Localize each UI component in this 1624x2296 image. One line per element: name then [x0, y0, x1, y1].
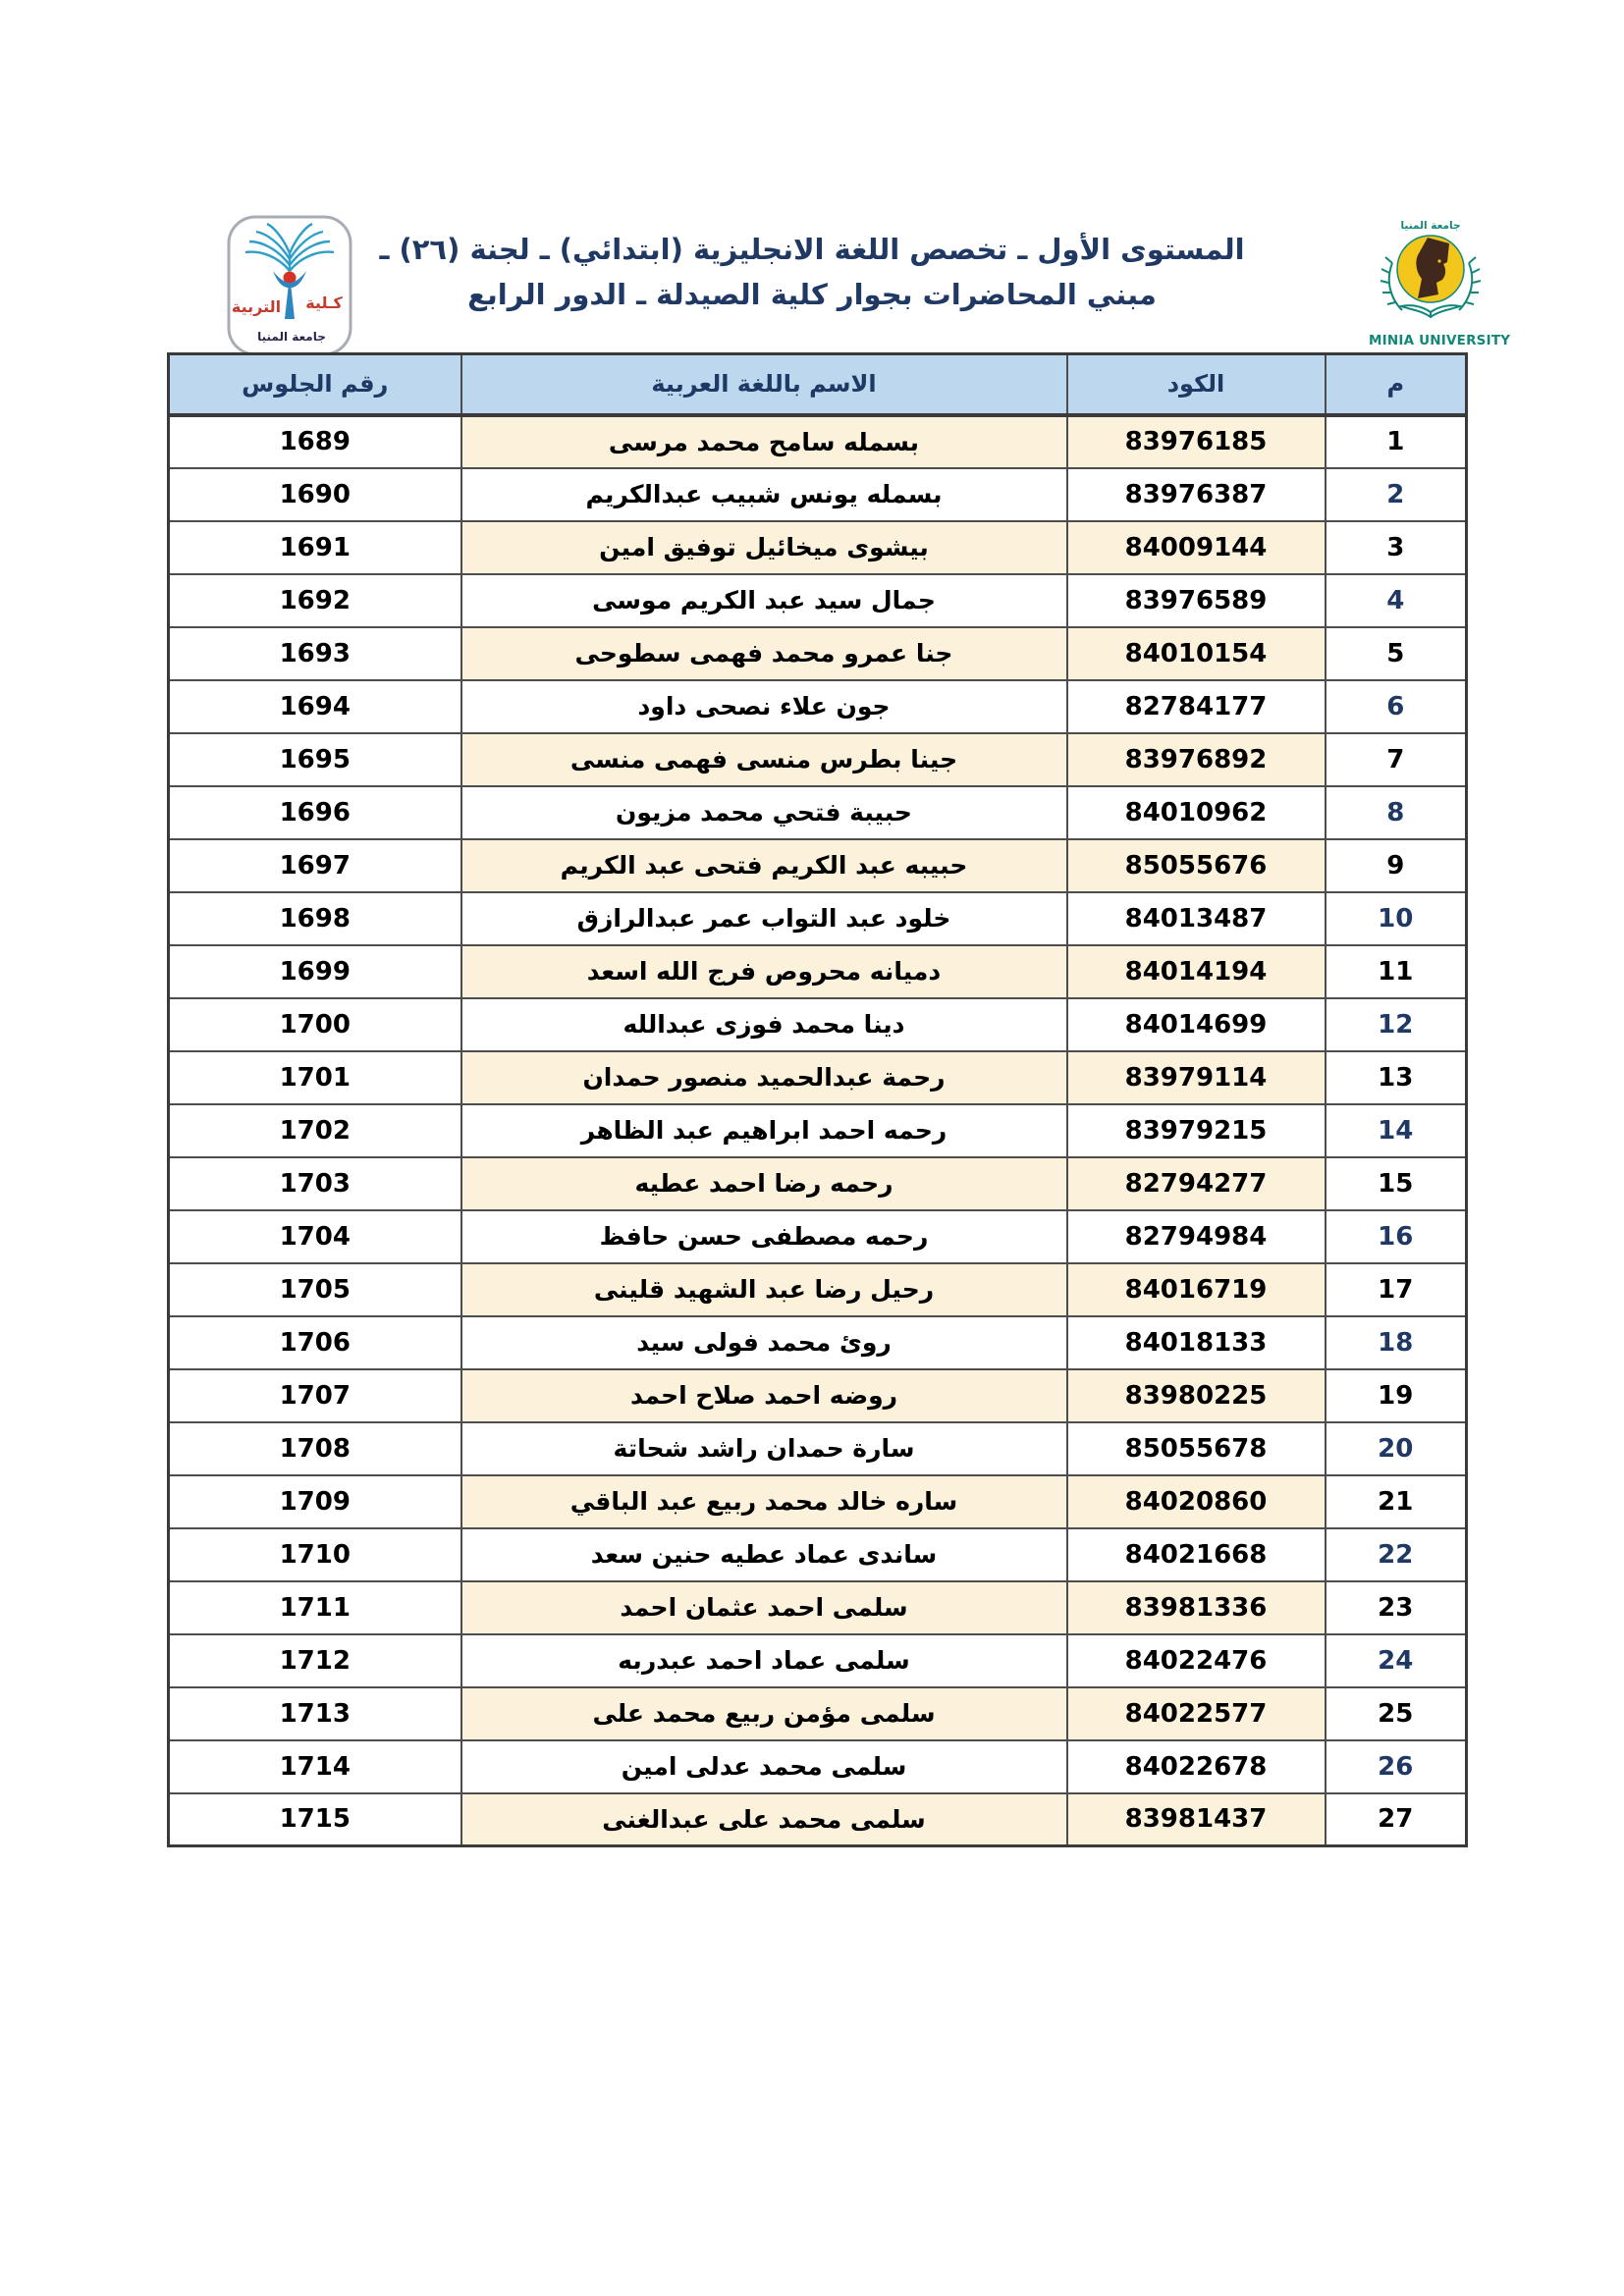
column-header-num: م — [1326, 354, 1467, 415]
cell-code: 85055678 — [1067, 1422, 1326, 1475]
cell-seat: 1711 — [169, 1581, 461, 1634]
cell-num: 14 — [1326, 1104, 1467, 1157]
student-row — [169, 1263, 1467, 1316]
minia-university-logo — [1369, 218, 1511, 348]
student-row — [169, 1740, 1467, 1793]
column-header-code: الكود — [1067, 354, 1326, 415]
cell-code: 84014194 — [1067, 945, 1326, 998]
cell-name: جنا عمرو محمد فهمى سطوحى — [461, 627, 1067, 680]
student-row — [169, 1369, 1467, 1422]
cell-name: سلمى عماد احمد عبدربه — [461, 1634, 1067, 1687]
cell-name: خلود عبد التواب عمر عبدالرازق — [461, 892, 1067, 945]
cell-num: 1 — [1326, 415, 1467, 468]
table-header-row — [169, 354, 1467, 415]
cell-num: 17 — [1326, 1263, 1467, 1316]
cell-name: رحمه مصطفى حسن حافظ — [461, 1210, 1067, 1263]
student-row — [169, 415, 1467, 468]
cell-name: رحيل رضا عبد الشهيد قلينى — [461, 1263, 1067, 1316]
cell-seat: 1690 — [169, 468, 461, 521]
student-row — [169, 1581, 1467, 1634]
faculty-university-text: جامعة المنيا — [257, 330, 326, 344]
cell-code: 82794984 — [1067, 1210, 1326, 1263]
cell-name: بسمله يونس شبيب عبدالكريم — [461, 468, 1067, 521]
cell-code: 84022678 — [1067, 1740, 1326, 1793]
cell-name: روئ محمد فولى سيد — [461, 1316, 1067, 1369]
student-row — [169, 521, 1467, 574]
cell-num: 18 — [1326, 1316, 1467, 1369]
student-table-body — [169, 415, 1467, 1846]
cell-seat: 1712 — [169, 1634, 461, 1687]
cell-num: 9 — [1326, 839, 1467, 892]
book-base-icon — [1401, 305, 1460, 317]
cell-name: سلمى احمد عثمان احمد — [461, 1581, 1067, 1634]
cell-num: 2 — [1326, 468, 1467, 521]
cell-seat: 1709 — [169, 1475, 461, 1528]
cell-num: 12 — [1326, 998, 1467, 1051]
cell-code: 83979215 — [1067, 1104, 1326, 1157]
cell-name: سارة حمدان راشد شحاتة — [461, 1422, 1067, 1475]
cell-name: جينا بطرس منسى فهمى منسى — [461, 733, 1067, 786]
title-line-2: مبني المحاضرات بجوار كلية الصيدلة ـ الدور الرابع — [467, 278, 1157, 311]
cell-num: 16 — [1326, 1210, 1467, 1263]
cell-num: 24 — [1326, 1634, 1467, 1687]
cell-name: روضه احمد صلاح احمد — [461, 1369, 1067, 1422]
page-title — [334, 227, 1290, 317]
cell-seat: 1708 — [169, 1422, 461, 1475]
student-row — [169, 786, 1467, 839]
cell-code: 84010154 — [1067, 627, 1326, 680]
cell-name: بيشوى ميخائيل توفيق امين — [461, 521, 1067, 574]
minia-arabic-name: جامعة المنيا — [1400, 220, 1461, 232]
student-row — [169, 945, 1467, 998]
cell-num: 6 — [1326, 680, 1467, 733]
cell-name: ساندى عماد عطيه حنين سعد — [461, 1528, 1067, 1581]
cell-num: 4 — [1326, 574, 1467, 627]
cell-code: 83979114 — [1067, 1051, 1326, 1104]
cell-seat: 1696 — [169, 786, 461, 839]
cell-seat: 1702 — [169, 1104, 461, 1157]
cell-num: 13 — [1326, 1051, 1467, 1104]
cell-num: 3 — [1326, 521, 1467, 574]
cell-code: 82794277 — [1067, 1157, 1326, 1210]
cell-seat: 1695 — [169, 733, 461, 786]
student-row — [169, 1687, 1467, 1740]
cell-num: 5 — [1326, 627, 1467, 680]
student-row — [169, 998, 1467, 1051]
cell-seat: 1703 — [169, 1157, 461, 1210]
cell-code: 84014699 — [1067, 998, 1326, 1051]
cell-num: 20 — [1326, 1422, 1467, 1475]
cell-code: 85055676 — [1067, 839, 1326, 892]
cell-seat: 1697 — [169, 839, 461, 892]
cell-name: رحمه رضا احمد عطيه — [461, 1157, 1067, 1210]
cell-seat: 1704 — [169, 1210, 461, 1263]
cell-seat: 1691 — [169, 521, 461, 574]
cell-num: 27 — [1326, 1793, 1467, 1846]
cell-code: 84016719 — [1067, 1263, 1326, 1316]
cell-num: 22 — [1326, 1528, 1467, 1581]
cell-seat: 1699 — [169, 945, 461, 998]
cell-code: 84010962 — [1067, 786, 1326, 839]
student-row — [169, 1634, 1467, 1687]
student-row — [169, 1475, 1467, 1528]
cell-code: 83976387 — [1067, 468, 1326, 521]
cell-num: 11 — [1326, 945, 1467, 998]
cell-seat: 1710 — [169, 1528, 461, 1581]
cell-num: 15 — [1326, 1157, 1467, 1210]
cell-name: دميانه محروص فرج الله اسعد — [461, 945, 1067, 998]
student-row — [169, 1104, 1467, 1157]
cell-name: جمال سيد عبد الكريم موسى — [461, 574, 1067, 627]
cell-seat: 1715 — [169, 1793, 461, 1846]
cell-seat: 1707 — [169, 1369, 461, 1422]
student-row — [169, 680, 1467, 733]
cell-seat: 1705 — [169, 1263, 461, 1316]
student-row — [169, 1316, 1467, 1369]
cell-seat: 1700 — [169, 998, 461, 1051]
cell-seat: 1689 — [169, 415, 461, 468]
cell-num: 26 — [1326, 1740, 1467, 1793]
student-row — [169, 1210, 1467, 1263]
seating-roster-table — [167, 352, 1468, 1847]
cell-code: 83981336 — [1067, 1581, 1326, 1634]
cell-seat: 1701 — [169, 1051, 461, 1104]
minia-university-caption: MINIA UNIVERSITY — [1369, 333, 1511, 348]
cell-code: 83976185 — [1067, 415, 1326, 468]
cell-name: دينا محمد فوزى عبدالله — [461, 998, 1067, 1051]
cell-code: 84022577 — [1067, 1687, 1326, 1740]
student-row — [169, 574, 1467, 627]
cell-num: 23 — [1326, 1581, 1467, 1634]
cell-code: 84018133 — [1067, 1316, 1326, 1369]
cell-seat: 1714 — [169, 1740, 461, 1793]
student-row — [169, 1528, 1467, 1581]
student-row — [169, 1051, 1467, 1104]
cell-num: 19 — [1326, 1369, 1467, 1422]
student-row — [169, 892, 1467, 945]
cell-name: حبيبه عبد الكريم فتحى عبد الكريم — [461, 839, 1067, 892]
column-header-name: الاسم باللغة العربية — [461, 354, 1067, 415]
student-row — [169, 627, 1467, 680]
cell-name: حبيبة فتحي محمد مزيون — [461, 786, 1067, 839]
cell-code: 83981437 — [1067, 1793, 1326, 1846]
cell-name: سلمى مؤمن ربيع محمد على — [461, 1687, 1067, 1740]
cell-name: رحمه احمد ابراهيم عبد الظاهر — [461, 1104, 1067, 1157]
minia-logo-graphic — [1369, 218, 1492, 328]
student-row — [169, 733, 1467, 786]
cell-code: 84020860 — [1067, 1475, 1326, 1528]
student-row — [169, 1157, 1467, 1210]
cell-seat: 1692 — [169, 574, 461, 627]
cell-num: 25 — [1326, 1687, 1467, 1740]
cell-code: 83980225 — [1067, 1369, 1326, 1422]
cell-code: 84022476 — [1067, 1634, 1326, 1687]
cell-code: 84013487 — [1067, 892, 1326, 945]
cell-seat: 1694 — [169, 680, 461, 733]
student-row — [169, 1793, 1467, 1846]
cell-name: جون علاء نصحى داود — [461, 680, 1067, 733]
faculty-word-right: كـلية — [305, 294, 343, 312]
faculty-word-left: التربية — [231, 297, 282, 316]
cell-name: سلمى محمد على عبدالغنى — [461, 1793, 1067, 1846]
cell-num: 7 — [1326, 733, 1467, 786]
cell-code: 83976892 — [1067, 733, 1326, 786]
cell-seat: 1713 — [169, 1687, 461, 1740]
cell-num: 21 — [1326, 1475, 1467, 1528]
cell-seat: 1706 — [169, 1316, 461, 1369]
cell-code: 84009144 — [1067, 521, 1326, 574]
cell-seat: 1693 — [169, 627, 461, 680]
cell-code: 82784177 — [1067, 680, 1326, 733]
cell-num: 10 — [1326, 892, 1467, 945]
student-row — [169, 1422, 1467, 1475]
student-row — [169, 468, 1467, 521]
cell-name: بسمله سامح محمد مرسى — [461, 415, 1067, 468]
title-line-1: المستوى الأول ـ تخصص اللغة الانجليزية (ابتدائي) ـ لجنة (٢٦) ـ — [379, 233, 1245, 266]
cell-num: 8 — [1326, 786, 1467, 839]
cell-code: 83976589 — [1067, 574, 1326, 627]
column-header-seat: رقم الجلوس — [169, 354, 461, 415]
cell-seat: 1698 — [169, 892, 461, 945]
student-row — [169, 839, 1467, 892]
cell-code: 84021668 — [1067, 1528, 1326, 1581]
cell-name: رحمة عبدالحميد منصور حمدان — [461, 1051, 1067, 1104]
cell-name: ساره خالد محمد ربيع عبد الباقي — [461, 1475, 1067, 1528]
cell-name: سلمى محمد عدلى امين — [461, 1740, 1067, 1793]
